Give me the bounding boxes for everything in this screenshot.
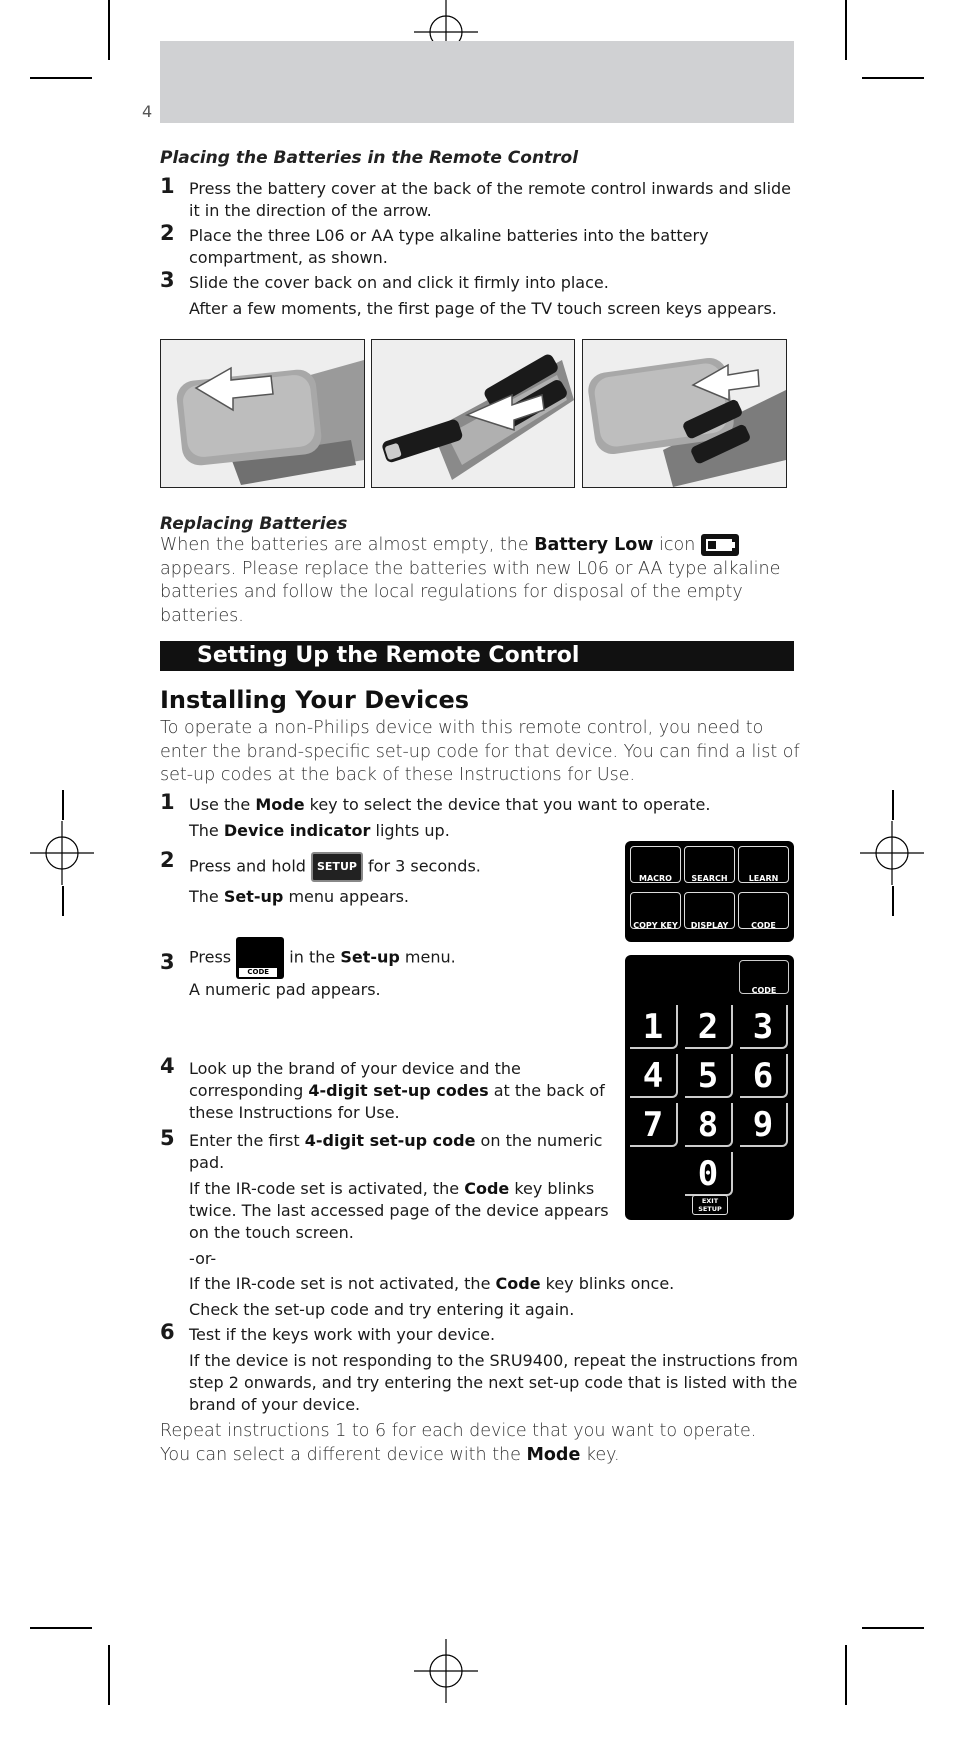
text-span: lights up. [370,821,450,840]
crop-mark [62,790,64,820]
digit-4-key[interactable]: 4 [630,1054,678,1098]
crop-mark [845,0,847,60]
digit-7-key[interactable]: 7 [630,1103,678,1147]
setup-code-label: 4-digit set-up code [304,1131,476,1150]
step-text [189,1058,620,1124]
digit-0-key[interactable]: 0 [685,1152,733,1196]
device-indicator-label: Device indicator [223,821,371,840]
setup-codes-label: 4-digit set-up codes [308,1081,489,1100]
text-span: Enter the first [189,1131,305,1150]
code-label: Code [495,1274,541,1293]
code-label: CODE [751,921,776,930]
batteries-heading: Placing the Batteries in the Remote Control [160,148,579,168]
battery-low-icon [701,534,739,556]
learn-label: LEARN [748,874,779,883]
macro-label: MACRO [639,874,672,883]
text-span: Look up the brand of your device and the corresponding [189,1059,521,1100]
text-span: The [189,887,224,906]
install-step-4 [160,1054,620,1124]
step-text: Test if the keys work with your device. [189,1325,496,1344]
text-span: If the IR-code set is activated, the [189,1179,465,1198]
battery-cover-close-photo [582,339,787,488]
digit-1-key[interactable]: 1 [630,1005,678,1049]
text-span: icon [653,535,701,555]
registration-mark-icon [860,821,924,885]
text-span: If the IR-code set is not activated, the [189,1274,496,1293]
section-title: Setting Up the Remote Control [160,641,794,671]
install-step-5-alt [160,1273,800,1321]
step-number: 1 [160,174,175,198]
step-result: A numeric pad appears. [189,980,381,999]
crop-mark [892,886,894,916]
text-span: menu appears. [283,887,410,906]
step-text: Press the battery cover at the back of the remote control inwards and slide it in the direction of the arrow. [189,179,792,220]
text-span: in the [284,947,341,967]
crop-mark [892,790,894,820]
text-span: key to select the device that you want to operate. [304,795,711,814]
text-span: You can select a different device with the [160,1444,527,1465]
install-step-3 [160,937,580,1001]
step-result: Check the set-up code and try entering it again. [189,1300,575,1319]
batteries-illustration [372,340,574,487]
digit-3-key[interactable]: 3 [740,1005,788,1049]
or-separator: -or- [189,1249,217,1268]
text-span: appears. Please replace the batteries with new L06 or AA type alkaline batteries and follow the local regulations for disposal of the empty batteries. [160,558,781,626]
exit-setup-key[interactable] [692,1195,728,1215]
installing-intro: To operate a non-Philips device with this remote control, you need to enter the brand-specific set-up code for that device. You can find a list of set-up codes at the back of these Instructions for Use. [160,718,800,785]
setup-label: Set-up [223,887,284,906]
step-number: 2 [160,848,175,872]
digit-5-key[interactable]: 5 [685,1054,733,1098]
crop-mark [30,77,92,79]
mode-label: Mode [526,1444,581,1465]
registration-mark-icon [414,1639,478,1703]
text-span: for 3 seconds. [362,856,481,876]
step-number: 5 [160,1126,175,1150]
repeat-note [160,1420,800,1467]
step-text [189,937,580,979]
crop-mark [108,0,110,60]
battery-step-3 [160,268,800,294]
step-result: If the device is not responding to the SRU9400, repeat the instructions from step 2 onwards, and try entering the next set-up code that is listed with the brand of your device. [189,1351,799,1414]
text-span: at the back of these Instructions for Use. [189,1081,605,1122]
repeat-line: Repeat instructions 1 to 6 for each device that you want to operate. [160,1421,757,1441]
step-text [189,1130,620,1174]
text-span: When the batteries are almost empty, the [160,535,535,555]
crop-mark [108,1645,110,1705]
remote-close-illustration [583,340,786,487]
crop-mark [862,77,924,79]
step-result [189,886,580,908]
battery-cover-photo [160,339,365,488]
digit-2-key[interactable]: 2 [685,1005,733,1049]
crop-mark [30,1627,92,1629]
exit-label: EXIT [701,1197,719,1205]
crop-mark [845,1645,847,1705]
crop-mark [862,1627,924,1629]
battery-after-note [160,298,800,320]
display-label: DISPLAY [690,921,729,930]
repeat-line [160,1444,800,1468]
text-span: Use the [189,795,256,814]
page-number: 4 [142,102,153,121]
digit-8-key[interactable]: 8 [685,1103,733,1147]
code-label: CODE [751,986,777,995]
install-step-6 [160,1320,800,1416]
header-bar [160,41,794,123]
code-key-label: CODE [239,968,277,977]
after-note-text: After a few moments, the first page of the TV touch screen keys appears. [189,299,777,318]
setup-label: SETUP [698,1205,722,1213]
text-span: on the numeric pad. [189,1131,603,1172]
step-number: 3 [160,268,175,292]
battery-step-1 [160,174,800,222]
text-span: Press [189,947,237,967]
numeric-pad-screen [625,955,794,1220]
step-result [189,1178,620,1244]
battery-step-2 [160,221,800,269]
step-text: Place the three L06 or AA type alkaline batteries into the battery compartment, as shown. [189,226,709,267]
text-span: key blinks twice. The last accessed page of the device appears on the touch screen. [189,1179,609,1242]
setup-menu-screen [625,841,794,942]
step-text: Slide the cover back on and click it firmly into place. [189,273,609,292]
step-text [189,852,580,882]
registration-mark-icon [30,821,94,885]
step-number: 3 [160,950,175,974]
step-number: 1 [160,790,175,814]
remote-back-illustration [161,340,364,487]
code-label: Code [464,1179,510,1198]
battery-insert-photo [371,339,575,488]
text-span: key blinks once. [540,1274,675,1293]
step-number: 6 [160,1320,175,1344]
search-label: SEARCH [691,874,728,883]
replacing-heading: Replacing Batteries [160,514,348,534]
text-span: The [189,821,224,840]
replacing-paragraph [160,534,800,628]
step-text [189,794,800,816]
battery-low-label: Battery Low [534,535,654,555]
step-result [189,820,800,842]
install-step-5 [160,1126,620,1270]
text-span: key. [580,1444,620,1465]
step-result [189,1273,800,1295]
crop-mark [62,886,64,916]
setup-key-icon [311,852,363,882]
setup-key-label: SETUP [317,860,357,873]
step-number: 4 [160,1054,175,1078]
step-number: 2 [160,221,175,245]
digit-9-key[interactable]: 9 [740,1103,788,1147]
install-step-2 [160,848,580,908]
text-span: Press and hold [189,856,311,876]
text-span: menu. [399,947,456,967]
install-step-1 [160,790,800,842]
digit-6-key[interactable]: 6 [740,1054,788,1098]
mode-label: Mode [255,795,305,814]
setup-label: Set-up [340,947,400,967]
code-key-icon [236,937,284,979]
installing-heading: Installing Your Devices [160,686,470,714]
copy-key-label: COPY KEY [633,921,678,930]
